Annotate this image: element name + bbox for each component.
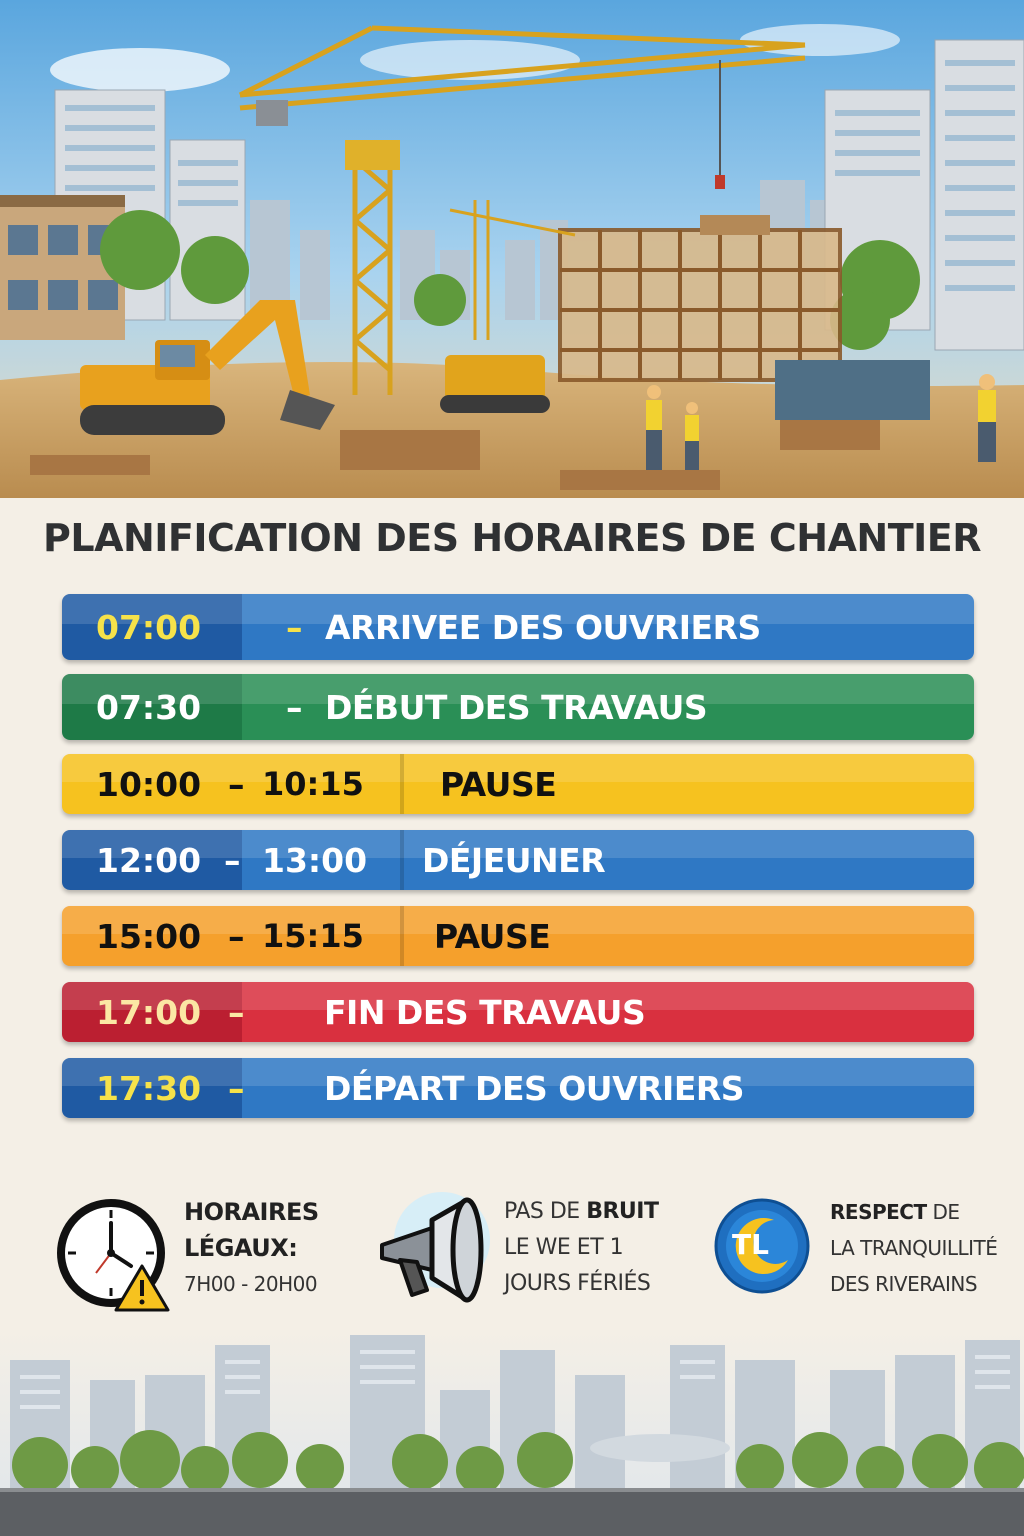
activity-label: DÉJEUNER [422,840,606,880]
noise-line-1 [504,1194,658,1230]
schedule-row [62,830,974,890]
activity-label: FIN DES TRAVAUS [324,992,646,1032]
activity-label: DÉPART DES OUVRIERS [324,1068,745,1108]
start-time: 10:00 [96,764,202,804]
page-title: PLANIFICATION DES HORAIRES DE CHANTIER [43,516,981,560]
schedule-row [62,754,974,814]
calm-line-1b: DE [926,1200,960,1224]
activity-label: PAUSE [440,764,557,804]
clock-warning-icon [56,1198,176,1318]
start-time: 15:00 [96,916,202,956]
noise-line-1a: PAS DE [504,1199,587,1224]
noise-line-3: JOURS FÉRIÉS [504,1271,651,1296]
noise-line-1b: BRUIT [586,1199,659,1224]
legal-line-1: HORAIRES [184,1198,319,1226]
dash: – [224,840,241,880]
construction-site-illustration [0,0,1024,498]
dash: – [228,764,245,804]
start-time: 07:30 [96,687,202,727]
legal-line-2: LÉGAUX: [184,1234,298,1262]
legal-line-3: 7H00 - 20H00 [184,1272,318,1296]
calm-line-1 [830,1194,997,1230]
megaphone-icon [372,1190,492,1310]
calm-line-2: LA TRANQUILLITÉ [830,1236,998,1260]
dash: – [286,607,303,647]
city-skyline-illustration [0,1330,1024,1536]
activity-label: ARRIVEE DES OUVRIERS [325,607,761,647]
dash: – [228,992,245,1032]
dash: – [228,1068,245,1108]
hero-illustration [0,0,1024,498]
end-time: 13:00 [262,840,368,880]
schedule-row [62,982,974,1042]
info-legal-hours [56,1190,356,1320]
footer-cityscape [0,1330,1024,1536]
info-noise [372,1190,702,1320]
end-time: 15:15 [262,917,364,955]
calm-line-1a: RESPECT [830,1200,927,1224]
start-time: 17:00 [96,992,202,1032]
dash: – [286,687,303,727]
start-time: 17:30 [96,1068,202,1108]
schedule-row [62,1058,974,1118]
schedule-row [62,594,974,660]
end-time: 10:15 [262,765,364,803]
start-time: 07:00 [96,607,202,647]
schedule-list [62,594,974,1134]
activity-label: PAUSE [434,916,551,956]
calm-badge-text: TL [732,1228,769,1261]
start-time: 12:00 [96,840,202,880]
info-calm [712,1190,1012,1320]
noise-line-2: LE WE ET 1 [504,1235,624,1260]
calm-line-3: DES RIVERAINS [830,1272,978,1296]
schedule-row [62,674,974,740]
activity-label: DÉBUT DES TRAVAUS [325,687,708,727]
dash: – [228,916,245,956]
schedule-row [62,906,974,966]
